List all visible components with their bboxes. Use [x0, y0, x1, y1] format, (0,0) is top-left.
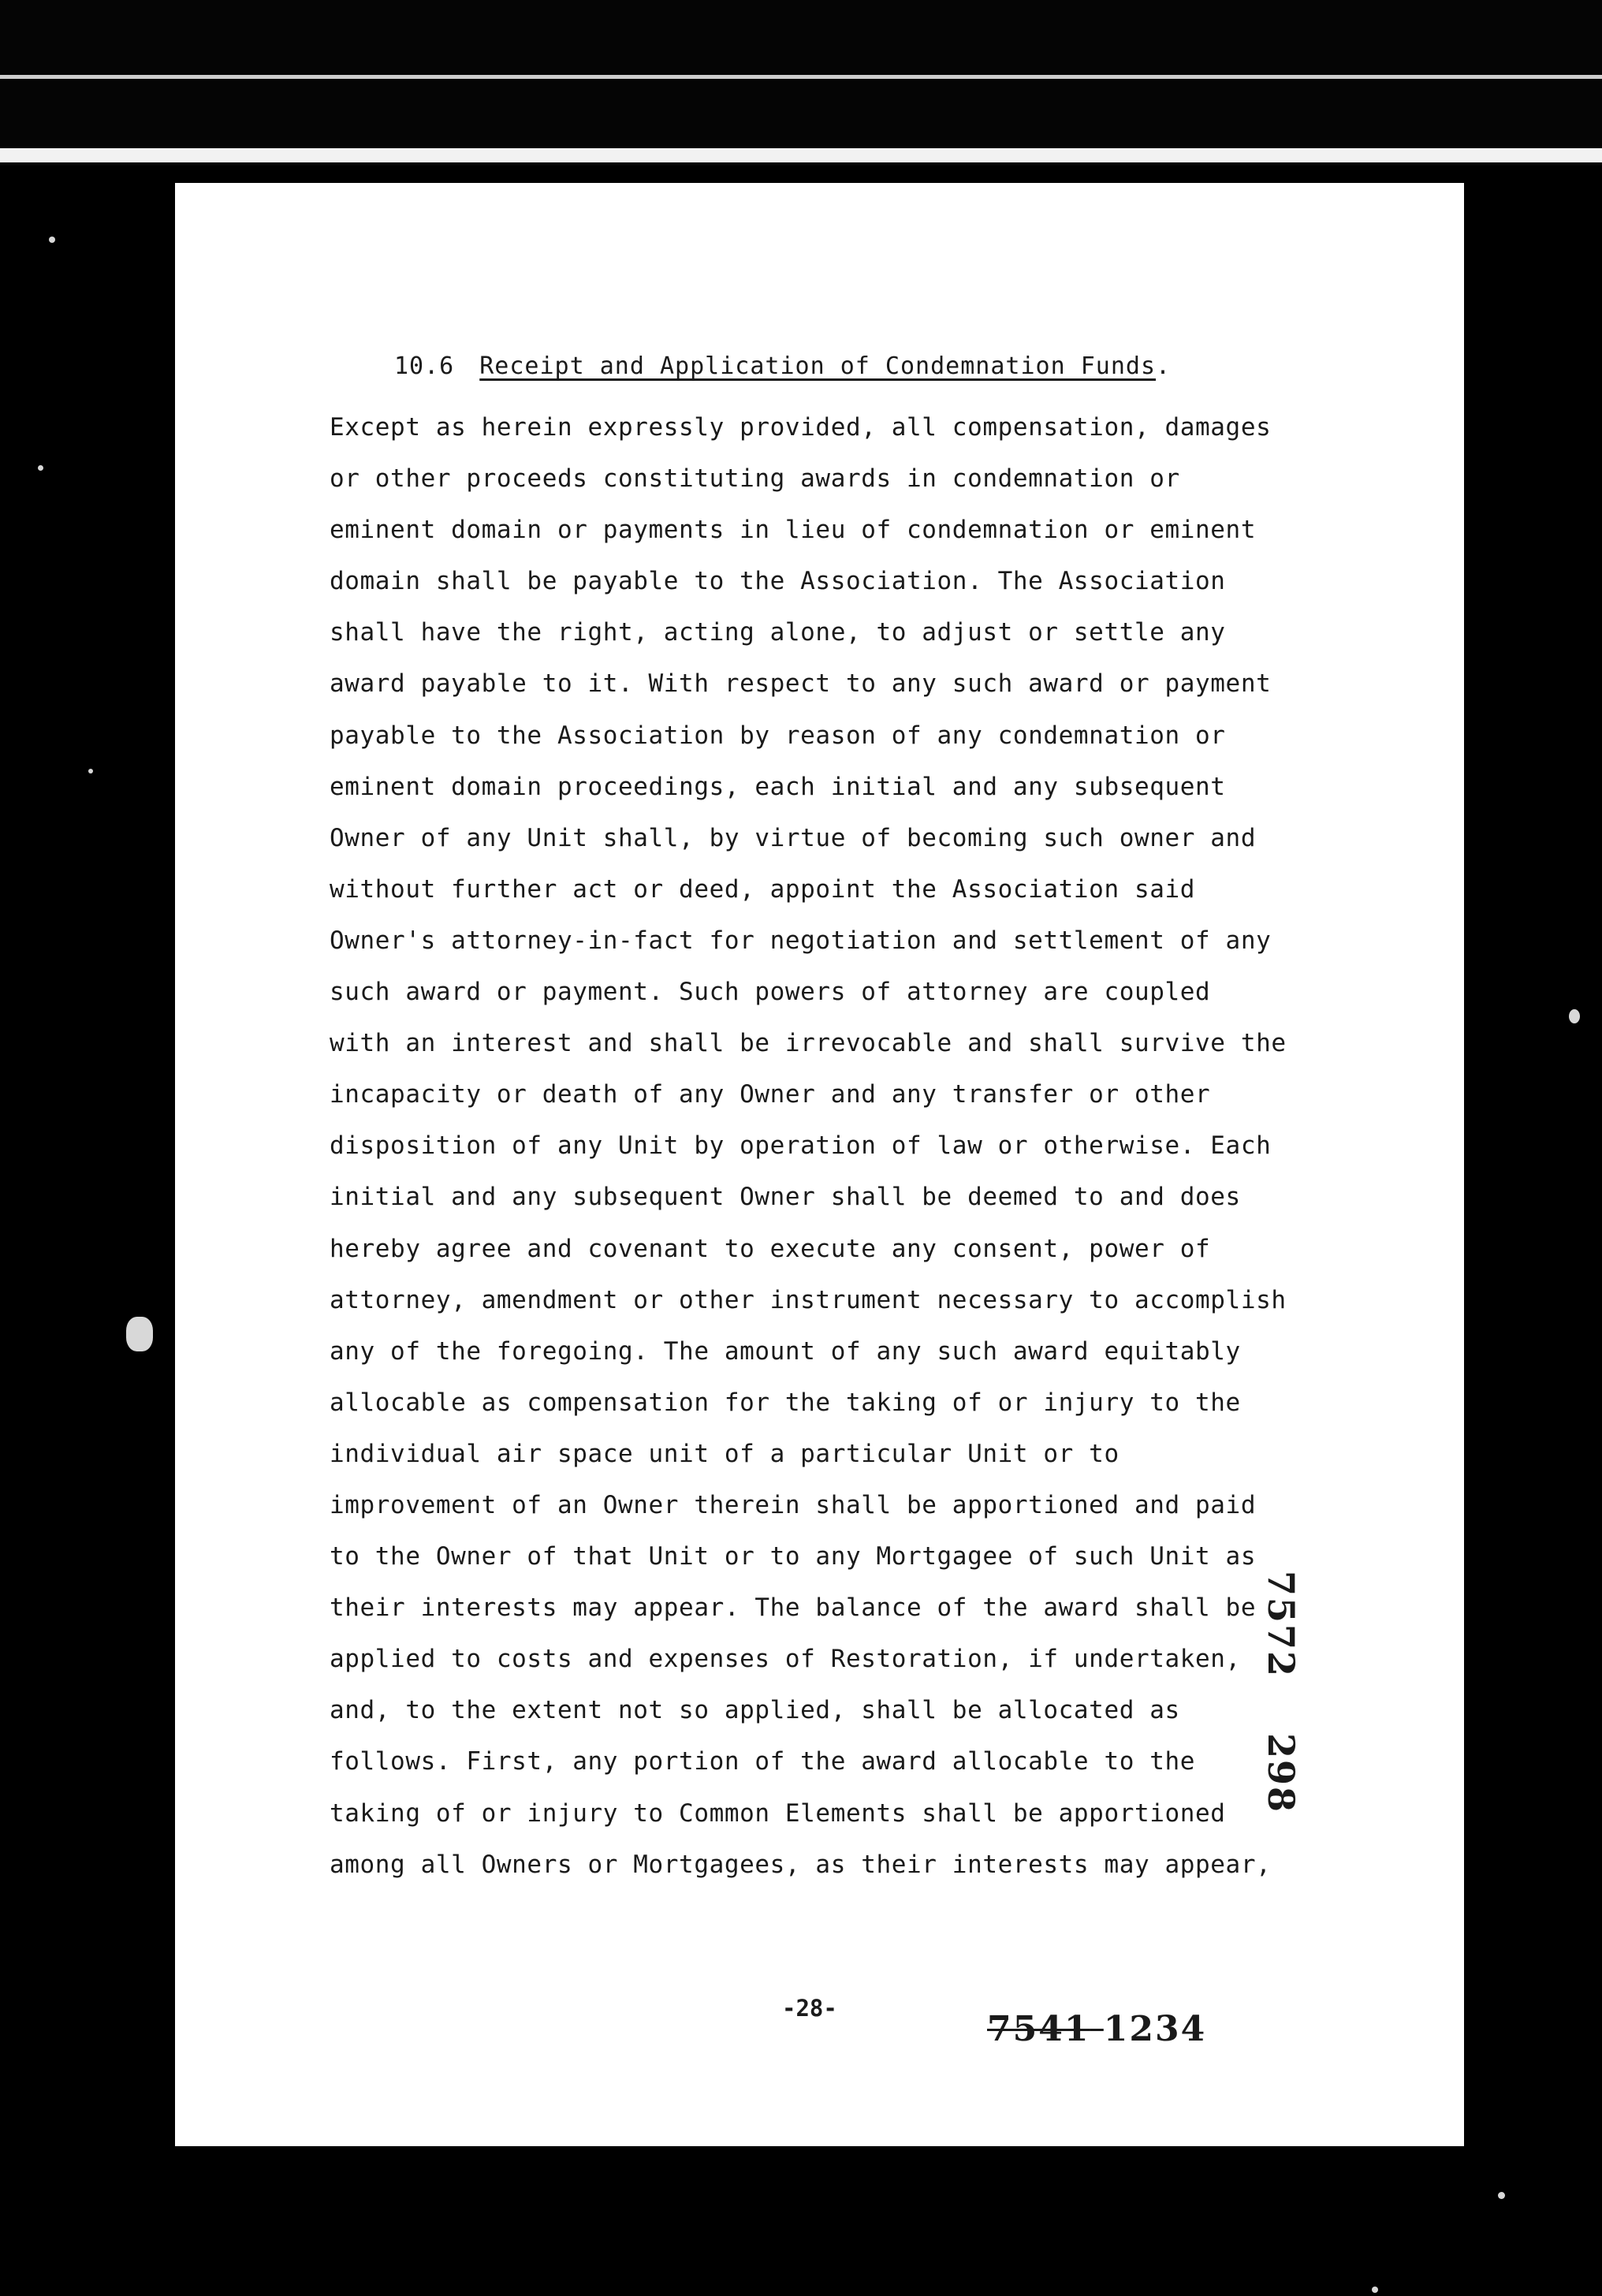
body-line: payable to the Association by reason of any condemnation or — [330, 721, 1226, 750]
body-line: and, to the extent not so applied, shall be allocated as — [330, 1696, 1180, 1725]
scan-noise-speck — [49, 237, 55, 243]
struck-book-number: 7541 — [987, 2009, 1090, 2049]
body-line: hereby agree and covenant to execute any consent, power of — [330, 1234, 1211, 1263]
document-page — [175, 183, 1464, 2146]
body-line: allocable as compensation for the taking of or injury to the — [330, 1388, 1241, 1417]
scan-noise-speck — [88, 769, 93, 773]
body-line: without further act or deed, appoint the Association said — [330, 874, 1196, 904]
book-page-number: 1234 — [1103, 2009, 1207, 2049]
body-line: or other proceeds constituting awards in condemnation or — [330, 464, 1180, 494]
body-line: domain shall be payable to the Association. The Association — [330, 567, 1226, 596]
section-number: 10.6 — [394, 352, 455, 380]
body-line: any of the foregoing. The amount of any such award equitably — [330, 1336, 1241, 1366]
body-line: eminent domain proceedings, each initial and any subsequent — [330, 772, 1226, 801]
body-line: eminent domain or payments in lieu of condemnation or eminent — [330, 516, 1257, 545]
body-line: initial and any subsequent Owner shall be deemed to and does — [330, 1183, 1241, 1212]
scan-noise-speck — [38, 465, 43, 471]
body-line: among all Owners or Mortgagees, as their interests may appear, — [330, 1850, 1272, 1879]
body-line: with an interest and shall be irrevocable and shall survive the — [330, 1029, 1287, 1058]
body-line: individual air space unit of a particular Unit or to — [330, 1439, 1120, 1468]
body-line: follows. First, any portion of the award allocable to the — [330, 1747, 1196, 1776]
body-line: such award or payment. Such powers of attorney are coupled — [330, 978, 1211, 1007]
stamp-page-number: 298 — [1260, 1733, 1302, 1814]
body-line: applied to costs and expenses of Restoration, if undertaken, — [330, 1645, 1241, 1674]
body-line: Except as herein expressly provided, all compensation, damages — [330, 413, 1272, 442]
body-line: to the Owner of that Unit or to any Mortgagee of such Unit as — [330, 1542, 1257, 1571]
body-line: award payable to it. With respect to any such award or payment — [330, 669, 1272, 699]
scan-noise-speck — [1372, 2287, 1378, 2293]
scan-noise-speck — [1498, 2192, 1505, 2199]
body-line: incapacity or death of any Owner and any transfer or other — [330, 1080, 1211, 1109]
body-line: their interests may appear. The balance of the award shall be — [330, 1593, 1257, 1623]
stamp-book-number: 7572 — [1260, 1571, 1302, 1679]
section-title: Receipt and Application of Condemnation Funds — [479, 352, 1157, 380]
section-body — [330, 402, 1323, 1891]
section-heading — [394, 352, 1171, 380]
body-line: Owner of any Unit shall, by virtue of becoming such owner and — [330, 823, 1257, 852]
scan-top-border — [0, 0, 1602, 166]
body-line: attorney, amendment or other instrument necessary to accomplish — [330, 1285, 1287, 1314]
body-line: shall have the right, acting alone, to adjust or settle any — [330, 618, 1226, 647]
body-line: disposition of any Unit by operation of law or otherwise. Each — [330, 1131, 1272, 1161]
body-line: improvement of an Owner therein shall be apportioned and paid — [330, 1490, 1257, 1519]
body-line: taking of or injury to Common Elements shall be apportioned — [330, 1798, 1226, 1828]
scan-artifact-line — [0, 75, 1602, 79]
body-line: Owner's attorney-in-fact for negotiation and settlement of any — [330, 926, 1272, 955]
section-title-end: . — [1156, 352, 1172, 380]
book-page-reference — [987, 2009, 1206, 2049]
scan-noise-speck — [126, 1317, 153, 1351]
page-number: -28- — [782, 1995, 837, 2022]
recording-stamp — [1260, 1571, 1302, 1813]
scan-noise-speck — [1569, 1009, 1580, 1023]
scan-artifact-line — [0, 148, 1602, 162]
